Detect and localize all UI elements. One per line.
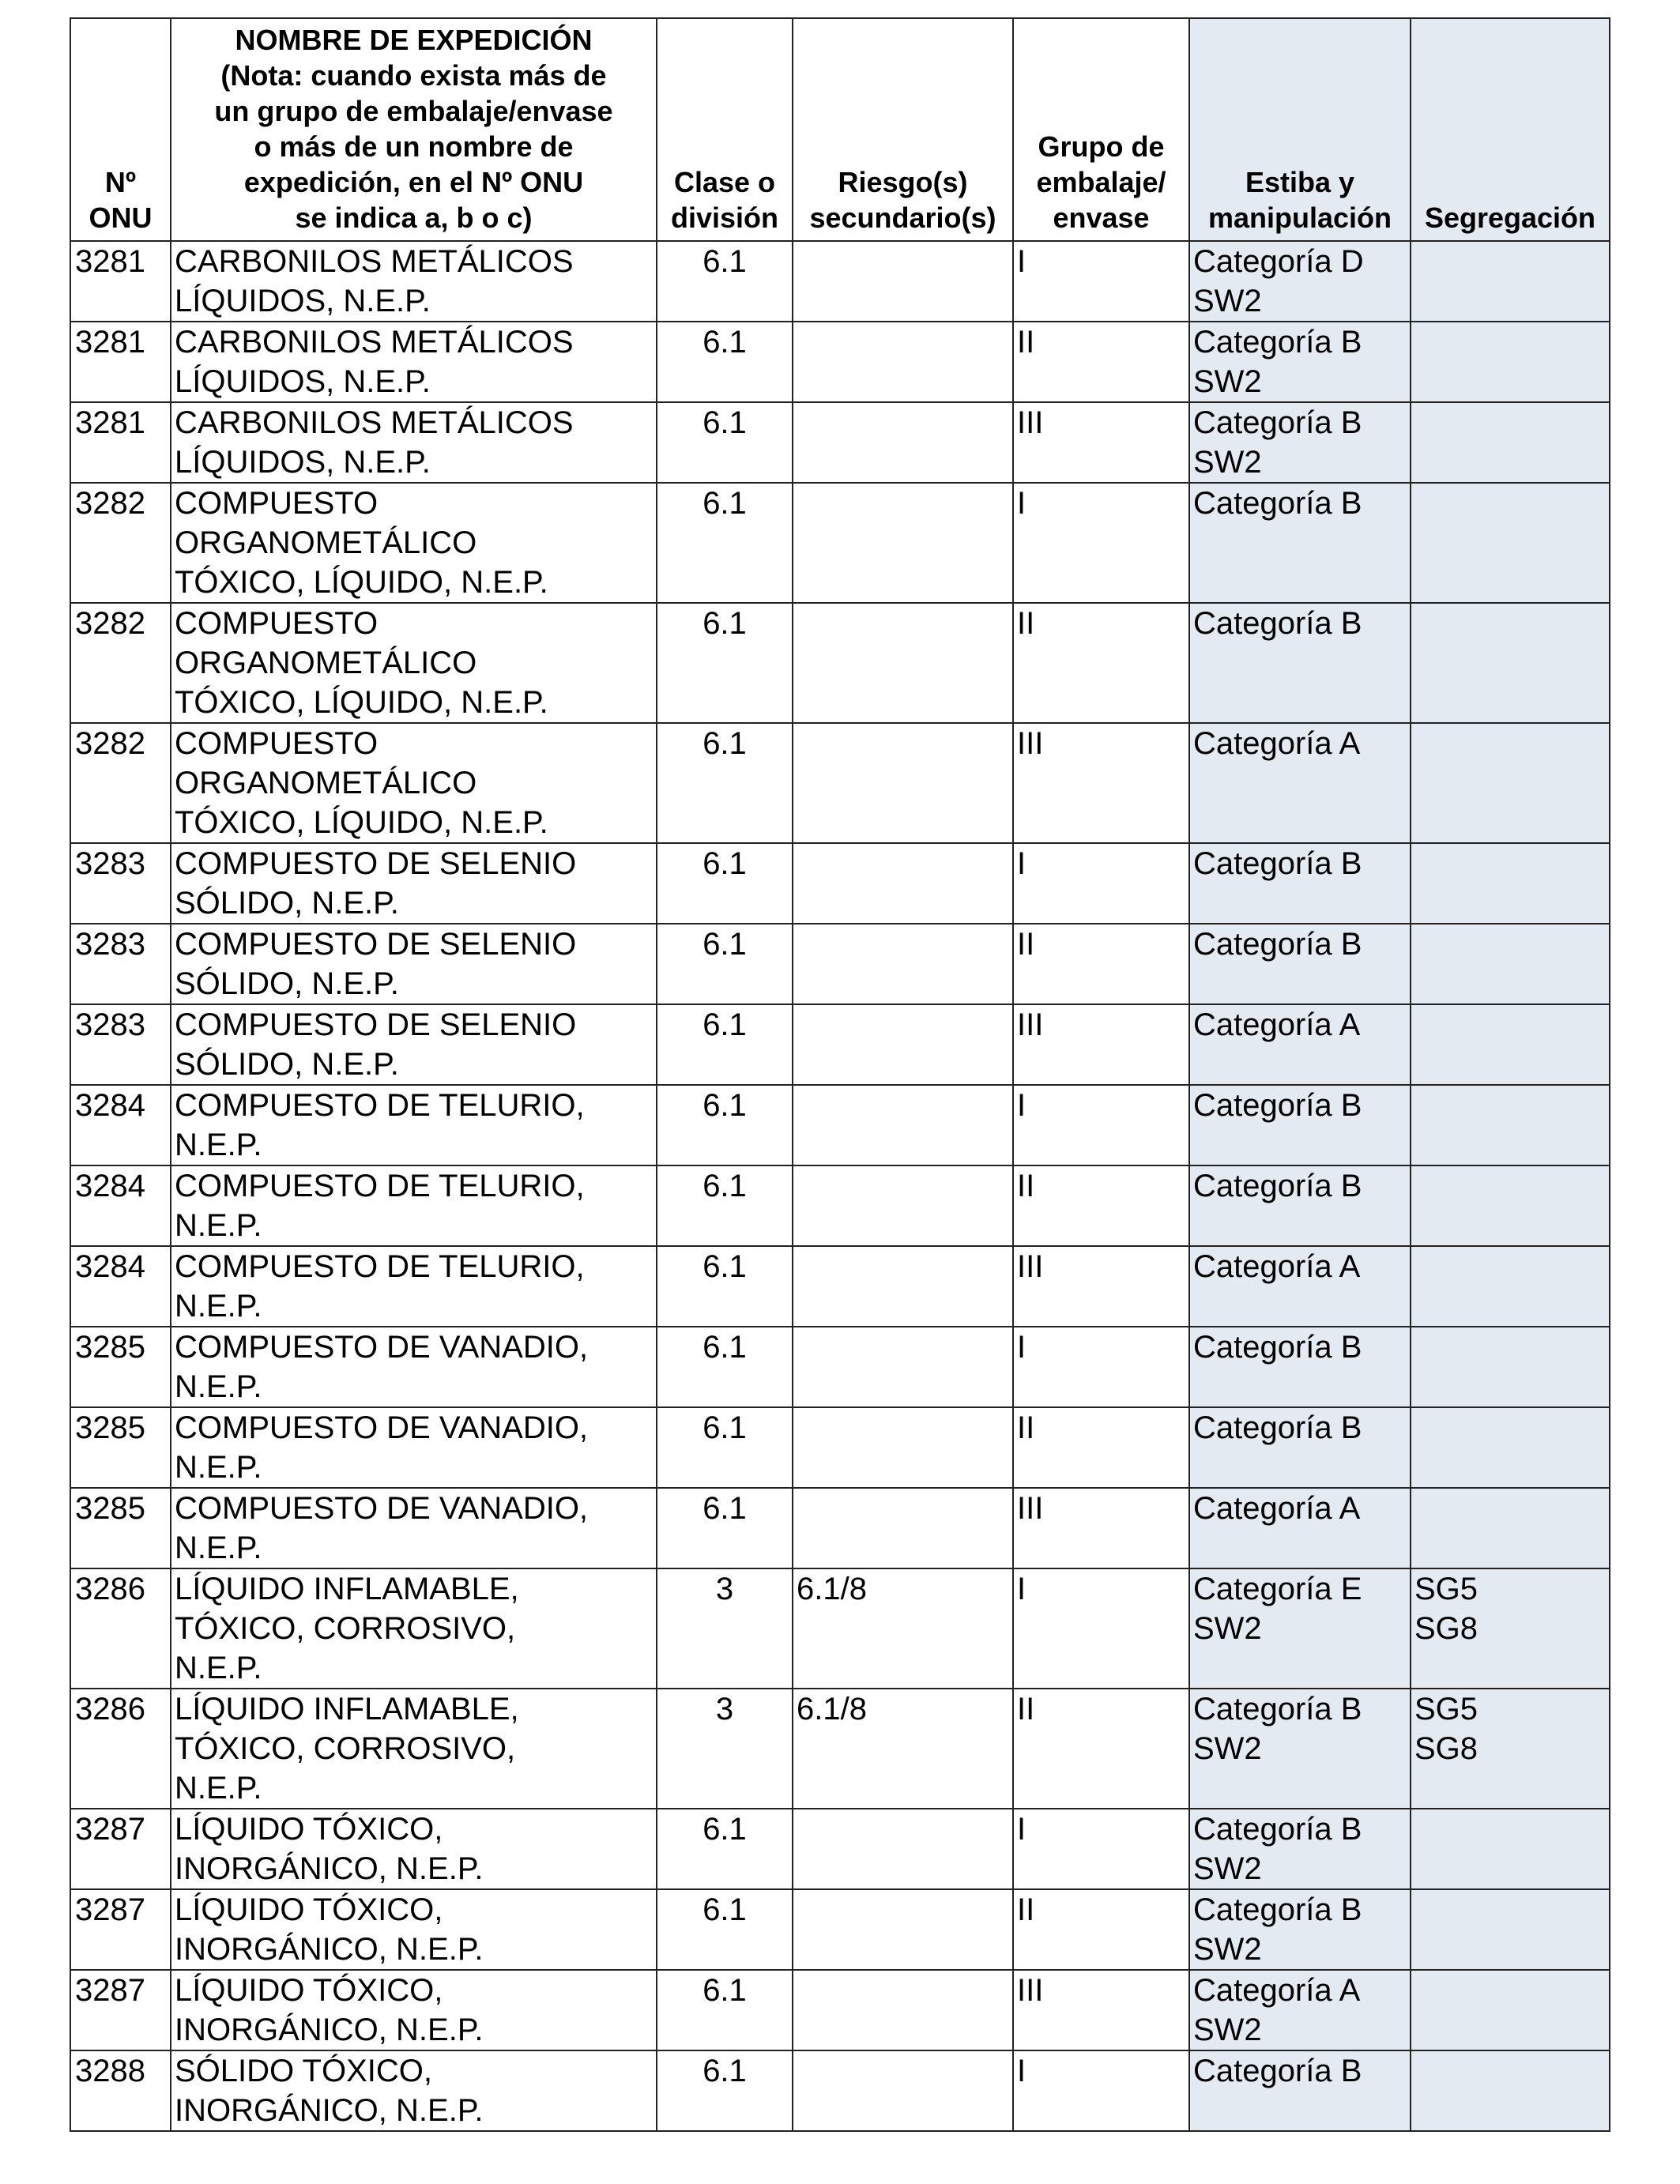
cell-class: 6.1 (657, 1165, 793, 1246)
cell-class: 6.1 (657, 2050, 793, 2131)
cell-stowage-line: Categoría B (1193, 2054, 1362, 2088)
header-segregation (1411, 18, 1610, 241)
header-line: Segregación (1424, 201, 1596, 234)
cell-segregation (1411, 1568, 1610, 1689)
cell-stowage (1189, 1407, 1411, 1488)
cell-stowage (1189, 843, 1411, 924)
cell-secondary-risk: 6.1/8 (793, 1568, 1013, 1689)
cell-class: 6.1 (657, 483, 793, 603)
table-row (70, 2050, 1610, 2131)
cell-shipping-name-line: N.E.P. (175, 1289, 262, 1324)
cell-shipping-name-line: ORGANOMETÁLICO (175, 766, 477, 800)
cell-shipping-name-line: LÍQUIDOS, N.E.P. (175, 364, 431, 399)
header-line: embalaje/ (1036, 166, 1166, 198)
cell-shipping-name-line: TÓXICO, LÍQUIDO, N.E.P. (175, 805, 548, 840)
cell-stowage-line: SW2 (1193, 1731, 1262, 1766)
header-line: NOMBRE DE EXPEDICIÓN (235, 24, 593, 56)
header-onu (70, 18, 171, 241)
cell-class: 3 (657, 1568, 793, 1689)
cell-shipping-name-line: LÍQUIDO TÓXICO, (175, 1812, 443, 1847)
cell-shipping-name-line: TÓXICO, LÍQUIDO, N.E.P. (175, 685, 548, 720)
table-row (70, 1085, 1610, 1165)
cell-stowage-line: SW2 (1193, 1851, 1262, 1886)
header-shipping-name (171, 18, 657, 241)
cell-segregation (1411, 402, 1610, 483)
table-row (70, 483, 1610, 603)
cell-onu-number: 3282 (70, 483, 171, 603)
table-row (70, 241, 1610, 322)
header-line: o más de un nombre de (254, 130, 574, 163)
cell-onu-number: 3287 (70, 1889, 171, 1970)
cell-shipping-name-line: TÓXICO, LÍQUIDO, N.E.P. (175, 565, 548, 600)
cell-segregation (1411, 1488, 1610, 1568)
cell-secondary-risk (793, 603, 1013, 723)
cell-stowage-line: Categoría B (1193, 606, 1362, 641)
cell-segregation (1411, 1004, 1610, 1085)
cell-segregation (1411, 843, 1610, 924)
cell-shipping-name-line: COMPUESTO DE TELURIO, (175, 1169, 585, 1203)
cell-packing-group: III (1013, 1246, 1189, 1327)
cell-segregation (1411, 723, 1610, 843)
cell-shipping-name (171, 322, 657, 402)
cell-secondary-risk (793, 723, 1013, 843)
cell-packing-group: II (1013, 322, 1189, 402)
cell-shipping-name-line: INORGÁNICO, N.E.P. (175, 1932, 484, 1967)
cell-shipping-name-line: N.E.P. (175, 1208, 262, 1243)
cell-class: 6.1 (657, 924, 793, 1004)
table-row (70, 1246, 1610, 1327)
cell-packing-group: I (1013, 1809, 1189, 1889)
cell-packing-group: III (1013, 1970, 1189, 2050)
cell-onu-number: 3288 (70, 2050, 171, 2131)
cell-shipping-name-line: COMPUESTO DE VANADIO, (175, 1491, 589, 1526)
table-row (70, 1889, 1610, 1970)
cell-packing-group: I (1013, 1568, 1189, 1689)
cell-segregation-line: SG5 (1414, 1692, 1478, 1726)
cell-shipping-name (171, 1970, 657, 2050)
cell-stowage (1189, 1889, 1411, 1970)
cell-shipping-name (171, 241, 657, 322)
cell-shipping-name-line: LÍQUIDO INFLAMABLE, (175, 1572, 519, 1606)
cell-shipping-name-line: LÍQUIDOS, N.E.P. (175, 445, 431, 480)
cell-onu-number: 3286 (70, 1689, 171, 1809)
cell-packing-group: II (1013, 1165, 1189, 1246)
header-line: (Nota: cuando exista más de (220, 59, 607, 92)
dangerous-goods-table-page (70, 17, 1609, 2132)
cell-shipping-name (171, 843, 657, 924)
cell-stowage (1189, 322, 1411, 402)
cell-packing-group: III (1013, 402, 1189, 483)
cell-segregation (1411, 1407, 1610, 1488)
cell-shipping-name-line: LÍQUIDO INFLAMABLE, (175, 1692, 519, 1726)
cell-stowage-line: Categoría A (1193, 1249, 1361, 1284)
cell-stowage (1189, 2050, 1411, 2131)
cell-onu-number: 3284 (70, 1165, 171, 1246)
cell-packing-group: II (1013, 1889, 1189, 1970)
table-row (70, 1407, 1610, 1488)
cell-stowage-line: Categoría E (1193, 1572, 1362, 1606)
cell-packing-group: I (1013, 241, 1189, 322)
header-line: manipulación (1207, 201, 1392, 234)
cell-packing-group: II (1013, 603, 1189, 723)
cell-onu-number: 3285 (70, 1407, 171, 1488)
cell-onu-number: 3282 (70, 603, 171, 723)
cell-shipping-name-line: N.E.P. (175, 1128, 262, 1162)
cell-segregation-line: SG8 (1414, 1731, 1478, 1766)
cell-onu-number: 3281 (70, 322, 171, 402)
cell-class: 6.1 (657, 402, 793, 483)
cell-stowage-line: Categoría D (1193, 244, 1364, 279)
header-secondary-risk (793, 18, 1013, 241)
cell-secondary-risk (793, 402, 1013, 483)
cell-stowage-line: SW2 (1193, 284, 1262, 318)
cell-packing-group: I (1013, 483, 1189, 603)
cell-secondary-risk (793, 2050, 1013, 2131)
cell-segregation (1411, 1970, 1610, 2050)
cell-shipping-name (171, 2050, 657, 2131)
cell-shipping-name (171, 1165, 657, 1246)
cell-segregation-line: SG5 (1414, 1572, 1478, 1606)
cell-shipping-name-line: LÍQUIDOS, N.E.P. (175, 284, 431, 318)
cell-stowage-line: SW2 (1193, 2013, 1262, 2047)
cell-class: 6.1 (657, 322, 793, 402)
cell-shipping-name-line: TÓXICO, CORROSIVO, (175, 1731, 516, 1766)
cell-segregation (1411, 924, 1610, 1004)
cell-segregation (1411, 483, 1610, 603)
cell-shipping-name-line: INORGÁNICO, N.E.P. (175, 2013, 484, 2047)
cell-secondary-risk (793, 1407, 1013, 1488)
cell-shipping-name-line: LÍQUIDO TÓXICO, (175, 1892, 443, 1927)
cell-onu-number: 3285 (70, 1488, 171, 1568)
cell-stowage (1189, 1246, 1411, 1327)
cell-packing-group: III (1013, 723, 1189, 843)
cell-onu-number: 3287 (70, 1970, 171, 2050)
cell-segregation (1411, 322, 1610, 402)
cell-secondary-risk (793, 1085, 1013, 1165)
cell-shipping-name-line: COMPUESTO (175, 486, 379, 521)
cell-shipping-name (171, 1085, 657, 1165)
cell-secondary-risk (793, 1889, 1013, 1970)
header-class (657, 18, 793, 241)
table-row (70, 843, 1610, 924)
cell-shipping-name (171, 1689, 657, 1809)
cell-stowage-line: Categoría A (1193, 1491, 1361, 1526)
cell-secondary-risk (793, 843, 1013, 924)
cell-shipping-name (171, 1407, 657, 1488)
cell-segregation (1411, 1165, 1610, 1246)
cell-onu-number: 3283 (70, 924, 171, 1004)
cell-stowage-line: Categoría B (1193, 927, 1362, 962)
cell-shipping-name-line: N.E.P. (175, 1651, 262, 1685)
cell-shipping-name-line: TÓXICO, CORROSIVO, (175, 1611, 516, 1646)
cell-shipping-name-line: COMPUESTO DE TELURIO, (175, 1088, 585, 1123)
cell-stowage-line: SW2 (1193, 1932, 1262, 1967)
dangerous-goods-table (70, 17, 1610, 2132)
cell-class: 6.1 (657, 1970, 793, 2050)
cell-shipping-name-line: SÓLIDO, N.E.P. (175, 1047, 399, 1082)
cell-secondary-risk (793, 1488, 1013, 1568)
cell-packing-group: I (1013, 1327, 1189, 1407)
header-line: se indica a, b o c) (295, 201, 533, 234)
cell-shipping-name-line: COMPUESTO (175, 606, 379, 641)
cell-shipping-name (171, 1809, 657, 1889)
header-packing-group (1013, 18, 1189, 241)
table-body (70, 241, 1610, 2131)
cell-shipping-name-line: COMPUESTO DE SELENIO (175, 927, 577, 962)
cell-stowage (1189, 603, 1411, 723)
cell-secondary-risk: 6.1/8 (793, 1689, 1013, 1809)
cell-shipping-name-line: SÓLIDO, N.E.P. (175, 886, 399, 921)
cell-class: 6.1 (657, 1327, 793, 1407)
cell-stowage-line: Categoría B (1193, 1330, 1362, 1365)
cell-packing-group: I (1013, 843, 1189, 924)
cell-onu-number: 3281 (70, 402, 171, 483)
cell-class: 6.1 (657, 1004, 793, 1085)
cell-secondary-risk (793, 1004, 1013, 1085)
cell-stowage-line: Categoría B (1193, 486, 1362, 521)
cell-onu-number: 3284 (70, 1085, 171, 1165)
cell-segregation (1411, 1689, 1610, 1809)
header-line: división (670, 201, 779, 234)
header-line: expedición, en el Nº ONU (243, 166, 584, 198)
cell-shipping-name (171, 723, 657, 843)
cell-secondary-risk (793, 483, 1013, 603)
cell-secondary-risk (793, 1327, 1013, 1407)
table-row (70, 1327, 1610, 1407)
cell-stowage (1189, 1568, 1411, 1689)
header-line: Clase o (673, 166, 776, 198)
cell-shipping-name-line: ORGANOMETÁLICO (175, 525, 477, 560)
cell-stowage-line: Categoría B (1193, 1692, 1362, 1726)
cell-packing-group: II (1013, 1407, 1189, 1488)
cell-shipping-name-line: CARBONILOS METÁLICOS (175, 244, 574, 279)
cell-shipping-name-line: COMPUESTO DE SELENIO (175, 846, 577, 881)
table-row (70, 723, 1610, 843)
cell-stowage (1189, 1689, 1411, 1809)
cell-class: 6.1 (657, 1407, 793, 1488)
cell-shipping-name-line: COMPUESTO (175, 726, 379, 761)
cell-stowage-line: Categoría A (1193, 726, 1361, 761)
cell-segregation (1411, 1085, 1610, 1165)
cell-class: 6.1 (657, 1246, 793, 1327)
cell-packing-group: III (1013, 1004, 1189, 1085)
cell-shipping-name (171, 483, 657, 603)
cell-onu-number: 3281 (70, 241, 171, 322)
cell-stowage-line: Categoría A (1193, 1973, 1361, 2008)
cell-segregation-line: SG8 (1414, 1611, 1478, 1646)
cell-class: 6.1 (657, 843, 793, 924)
cell-shipping-name-line: N.E.P. (175, 1369, 262, 1404)
header-line: Grupo de (1038, 130, 1165, 163)
cell-onu-number: 3284 (70, 1246, 171, 1327)
cell-stowage-line: Categoría B (1193, 1812, 1362, 1847)
cell-stowage (1189, 723, 1411, 843)
cell-shipping-name-line: COMPUESTO DE VANADIO, (175, 1410, 589, 1445)
cell-segregation (1411, 1246, 1610, 1327)
cell-onu-number: 3285 (70, 1327, 171, 1407)
cell-stowage-line: Categoría B (1193, 325, 1362, 360)
cell-shipping-name-line: SÓLIDO TÓXICO, (175, 2054, 432, 2088)
table-row (70, 322, 1610, 402)
cell-shipping-name (171, 603, 657, 723)
header-line: Nº (104, 166, 137, 198)
cell-shipping-name (171, 924, 657, 1004)
cell-shipping-name-line: N.E.P. (175, 1450, 262, 1485)
table-row (70, 1689, 1610, 1809)
header-line: ONU (89, 201, 153, 234)
cell-shipping-name (171, 1488, 657, 1568)
cell-shipping-name-line: CARBONILOS METÁLICOS (175, 405, 574, 440)
cell-stowage-line: SW2 (1193, 364, 1262, 399)
cell-stowage (1189, 402, 1411, 483)
cell-stowage-line: Categoría B (1193, 1892, 1362, 1927)
cell-class: 6.1 (657, 603, 793, 723)
cell-stowage (1189, 1165, 1411, 1246)
cell-onu-number: 3283 (70, 843, 171, 924)
cell-stowage (1189, 1085, 1411, 1165)
cell-packing-group: I (1013, 2050, 1189, 2131)
cell-class: 6.1 (657, 241, 793, 322)
cell-class: 6.1 (657, 723, 793, 843)
cell-secondary-risk (793, 1165, 1013, 1246)
cell-secondary-risk (793, 1970, 1013, 2050)
table-row (70, 603, 1610, 723)
cell-stowage (1189, 241, 1411, 322)
cell-packing-group: II (1013, 1689, 1189, 1809)
cell-onu-number: 3287 (70, 1809, 171, 1889)
cell-stowage-line: SW2 (1193, 445, 1262, 480)
cell-stowage-line: Categoría B (1193, 1410, 1362, 1445)
cell-shipping-name (171, 1568, 657, 1689)
cell-shipping-name-line: INORGÁNICO, N.E.P. (175, 1851, 484, 1886)
cell-onu-number: 3282 (70, 723, 171, 843)
table-row (70, 1165, 1610, 1246)
header-line: un grupo de embalaje/envase (214, 95, 613, 127)
header-line: Estiba y (1245, 166, 1355, 198)
cell-shipping-name (171, 1889, 657, 1970)
cell-stowage (1189, 924, 1411, 1004)
cell-shipping-name-line: COMPUESTO DE TELURIO, (175, 1249, 585, 1284)
cell-secondary-risk (793, 1246, 1013, 1327)
cell-shipping-name (171, 1004, 657, 1085)
cell-stowage-line: Categoría B (1193, 1088, 1362, 1123)
cell-onu-number: 3286 (70, 1568, 171, 1689)
cell-segregation (1411, 2050, 1610, 2131)
cell-stowage (1189, 1488, 1411, 1568)
cell-shipping-name-line: ORGANOMETÁLICO (175, 646, 477, 680)
cell-stowage-line: Categoría B (1193, 405, 1362, 440)
cell-class: 6.1 (657, 1809, 793, 1889)
cell-stowage-line: Categoría A (1193, 1007, 1361, 1042)
cell-packing-group: I (1013, 1085, 1189, 1165)
table-header-row (70, 18, 1610, 241)
table-row (70, 1488, 1610, 1568)
cell-onu-number: 3283 (70, 1004, 171, 1085)
header-line: secundario(s) (809, 201, 996, 234)
cell-stowage-line: SW2 (1193, 1611, 1262, 1646)
header-line: envase (1053, 201, 1150, 234)
cell-shipping-name-line: SÓLIDO, N.E.P. (175, 966, 399, 1001)
cell-class: 6.1 (657, 1889, 793, 1970)
header-line: Riesgo(s) (838, 166, 968, 198)
cell-segregation (1411, 1809, 1610, 1889)
cell-shipping-name-line: CARBONILOS METÁLICOS (175, 325, 574, 360)
header-stowage (1189, 18, 1411, 241)
cell-shipping-name-line: N.E.P. (175, 1531, 262, 1565)
cell-class: 6.1 (657, 1085, 793, 1165)
table-row (70, 924, 1610, 1004)
cell-secondary-risk (793, 322, 1013, 402)
cell-secondary-risk (793, 924, 1013, 1004)
cell-stowage (1189, 1809, 1411, 1889)
cell-segregation (1411, 241, 1610, 322)
cell-shipping-name (171, 402, 657, 483)
table-row (70, 1004, 1610, 1085)
cell-packing-group: II (1013, 924, 1189, 1004)
cell-shipping-name-line: LÍQUIDO TÓXICO, (175, 1973, 443, 2008)
cell-segregation (1411, 1327, 1610, 1407)
cell-class: 6.1 (657, 1488, 793, 1568)
cell-shipping-name-line: COMPUESTO DE SELENIO (175, 1007, 577, 1042)
table-row (70, 1809, 1610, 1889)
cell-secondary-risk (793, 1809, 1013, 1889)
table-row (70, 1568, 1610, 1689)
cell-stowage-line: Categoría B (1193, 846, 1362, 881)
cell-segregation (1411, 603, 1610, 723)
cell-shipping-name (171, 1246, 657, 1327)
cell-stowage (1189, 483, 1411, 603)
cell-packing-group: III (1013, 1488, 1189, 1568)
cell-shipping-name (171, 1327, 657, 1407)
cell-shipping-name-line: INORGÁNICO, N.E.P. (175, 2093, 484, 2128)
cell-stowage (1189, 1004, 1411, 1085)
cell-shipping-name-line: COMPUESTO DE VANADIO, (175, 1330, 589, 1365)
table-row (70, 402, 1610, 483)
cell-stowage (1189, 1970, 1411, 2050)
cell-segregation (1411, 1889, 1610, 1970)
cell-class: 3 (657, 1689, 793, 1809)
cell-stowage (1189, 1327, 1411, 1407)
table-row (70, 1970, 1610, 2050)
cell-secondary-risk (793, 241, 1013, 322)
cell-stowage-line: Categoría B (1193, 1169, 1362, 1203)
cell-shipping-name-line: N.E.P. (175, 1771, 262, 1806)
